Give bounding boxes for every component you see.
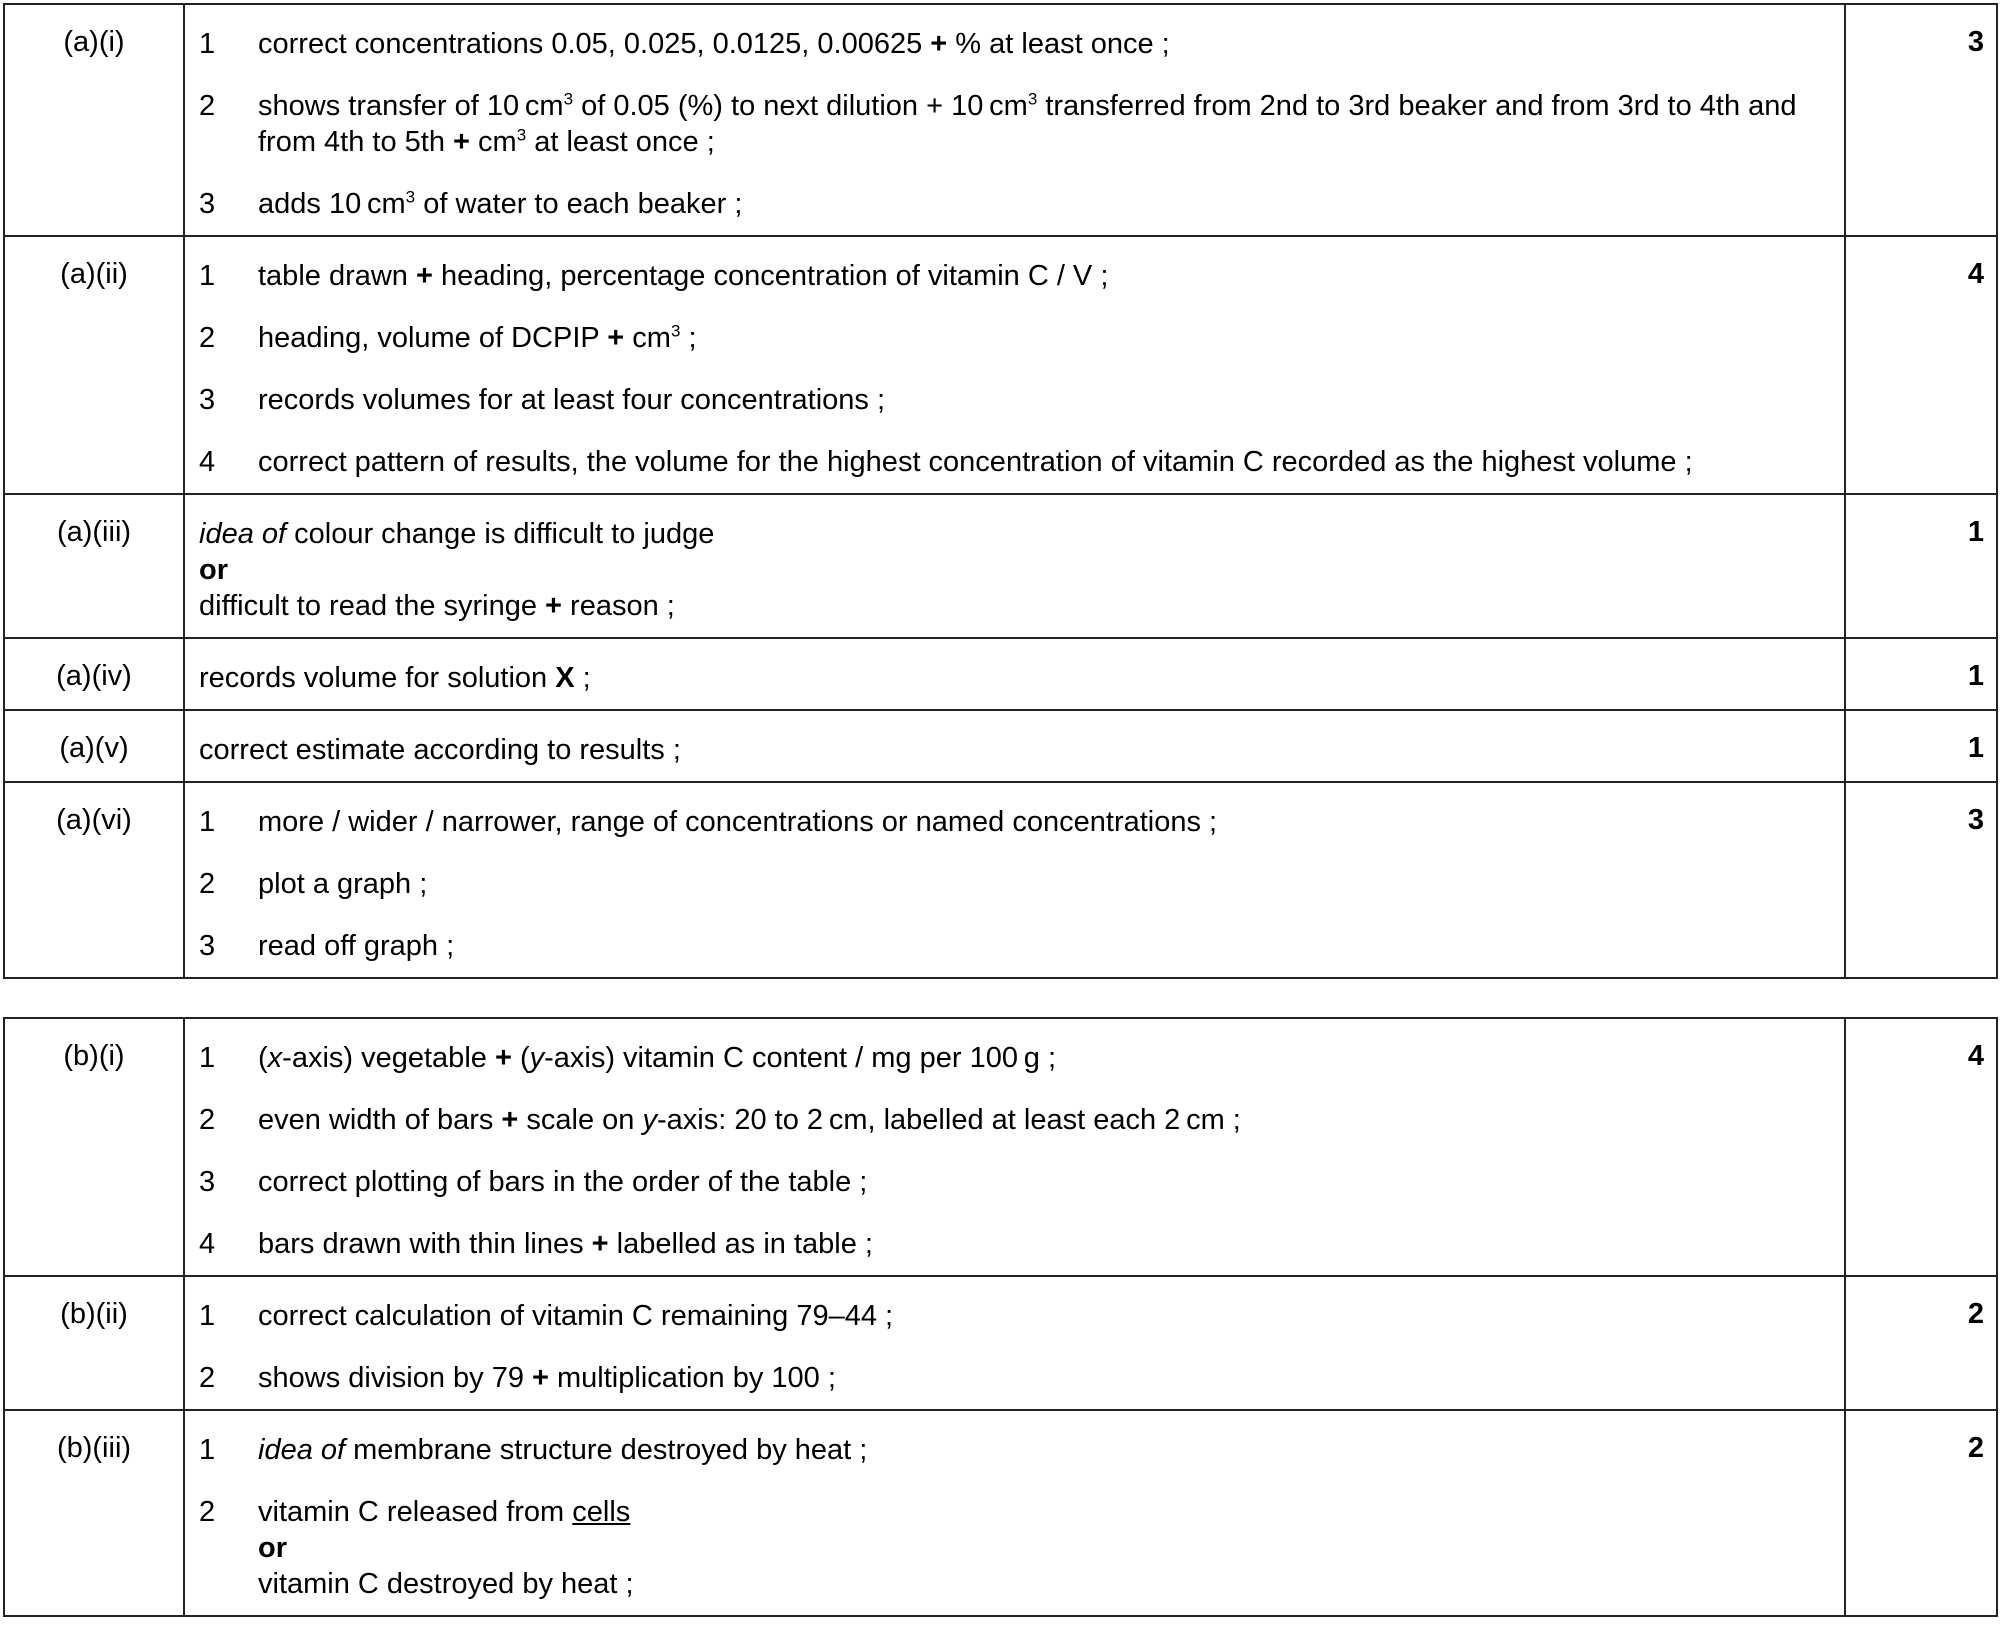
text-run: vitamin C destroyed by heat ;: [258, 1568, 634, 1600]
table-row: [4, 782, 1997, 978]
question-ref-cell: [4, 1276, 184, 1410]
text-run: -axis) vegetable: [282, 1042, 495, 1074]
text-run: of 0.05 (%) to next dilution + 10 cm: [573, 90, 1028, 122]
text-run: membrane structure destroyed by heat ;: [345, 1434, 868, 1466]
point-text: [258, 1360, 1828, 1396]
text-run: adds 10 cm: [258, 188, 406, 220]
text-line: [199, 732, 1828, 768]
text-run: shows transfer of 10 cm: [258, 90, 564, 122]
answer-cell: [184, 710, 1845, 782]
text-run: of water to each beaker ;: [415, 188, 743, 220]
point-text: [258, 258, 1828, 294]
marking-point: [199, 804, 1828, 866]
text-line: [258, 928, 1828, 964]
text-run: -axis: 20 to 2 cm, labelled at least each 2 cm ;: [657, 1104, 1241, 1136]
text-run: or: [199, 554, 228, 586]
table-row: [4, 1276, 1997, 1410]
marks-value: 3: [1967, 26, 1984, 58]
point-number: 3: [199, 384, 216, 416]
point-text: [258, 382, 1828, 418]
text-line: [258, 1566, 1828, 1602]
text-run: even width of bars: [258, 1104, 502, 1136]
point-number: 2: [199, 90, 216, 122]
answer-cell: [184, 1410, 1845, 1616]
marking-point: [199, 1040, 1828, 1102]
marking-point: [199, 1432, 1828, 1494]
text-run: correct concentrations 0.05, 0.025, 0.0125, 0.00625: [258, 28, 931, 60]
text-run: y: [642, 1104, 657, 1136]
text-line: [258, 1298, 1828, 1334]
marking-points: [185, 237, 1844, 493]
text-run: correct pattern of results, the volume for the highest concentration of vitamin C recorded as the highest volume ;: [258, 446, 1693, 478]
text-line: [258, 1164, 1828, 1200]
marking-points: [185, 1411, 1844, 1615]
text-line: [258, 1040, 1828, 1076]
point-text: [258, 804, 1828, 840]
marking-point: [199, 88, 1828, 186]
point-number: 2: [199, 1362, 216, 1394]
point-text: [258, 1226, 1828, 1262]
point-number: 1: [199, 806, 216, 838]
point-text: [258, 1298, 1828, 1334]
point-number: 4: [199, 1228, 216, 1260]
marks-cell: [1845, 1410, 1997, 1616]
point-number: 4: [199, 446, 216, 478]
text-run: +: [532, 1362, 549, 1394]
point-text: [258, 1432, 1828, 1468]
text-line: [199, 516, 1828, 552]
question-ref: (a)(iii): [56, 516, 132, 548]
table-row: [4, 494, 1997, 638]
answer-text: [185, 495, 1844, 637]
text-run: transferred from 2nd to 3rd beaker and from 3rd to 4th and from 4th to 5th: [258, 90, 1797, 158]
superscript: 3: [670, 321, 681, 341]
marks-cell: [1845, 782, 1997, 978]
question-ref: (a)(i): [63, 26, 125, 58]
marks-cell: [1845, 494, 1997, 638]
point-text: [258, 26, 1828, 62]
text-line: [258, 320, 1828, 356]
point-text: [258, 1102, 1828, 1138]
text-line: [258, 1226, 1828, 1262]
marks-cell: [1845, 236, 1997, 494]
point-text: [258, 1164, 1828, 1200]
marks-value: 1: [1967, 516, 1984, 548]
text-line: [258, 26, 1828, 62]
point-number: 2: [199, 1496, 216, 1528]
question-ref-cell: [4, 1018, 184, 1276]
text-line: [258, 186, 1828, 222]
marks-value: 2: [1967, 1298, 1984, 1330]
question-ref-cell: [4, 494, 184, 638]
text-line: [258, 866, 1828, 902]
point-text: [258, 928, 1828, 964]
marks-cell: [1845, 1276, 1997, 1410]
question-ref: (a)(ii): [60, 258, 128, 290]
text-run: +: [930, 28, 948, 60]
text-line: [258, 1530, 1828, 1566]
marks-cell: [1845, 710, 1997, 782]
marking-point: [199, 258, 1828, 320]
marking-points: [185, 1277, 1844, 1409]
text-line: [258, 1102, 1828, 1138]
marking-point: [199, 382, 1828, 444]
superscript: 3: [563, 89, 574, 109]
answer-cell: [184, 638, 1845, 710]
text-line: [258, 1360, 1828, 1396]
answer-cell: [184, 782, 1845, 978]
text-run: -axis) vitamin C content / mg per 100 g ;: [544, 1042, 1057, 1074]
text-run: ;: [680, 322, 697, 354]
mark-scheme-table-b: [3, 1017, 1998, 1617]
text-run: x: [267, 1042, 283, 1074]
answer-cell: [184, 4, 1845, 236]
marking-point: [199, 1494, 1828, 1615]
answer-cell: [184, 1018, 1845, 1276]
question-ref: (a)(iv): [56, 660, 132, 692]
question-ref-cell: [4, 4, 184, 236]
answer-text: [185, 711, 1844, 781]
table-row: [4, 710, 1997, 782]
text-run: colour change is difficult to judge: [286, 518, 715, 550]
table-row: [4, 236, 1997, 494]
marking-point: [199, 444, 1828, 493]
text-line: [258, 1432, 1828, 1468]
marks-value: 1: [1967, 660, 1984, 692]
text-run: at least once ;: [526, 126, 715, 158]
text-run: +: [494, 1042, 512, 1074]
point-number: 1: [199, 1042, 216, 1074]
marks-cell: [1845, 1018, 1997, 1276]
table-row: [4, 4, 1997, 236]
text-run: records volume for solution: [199, 662, 556, 694]
text-line: [199, 552, 1828, 588]
text-run: correct plotting of bars in the order of the table ;: [258, 1166, 868, 1198]
question-ref: (a)(v): [59, 732, 129, 764]
text-run: records volumes for at least four concentrations ;: [258, 384, 886, 416]
question-ref: (b)(ii): [60, 1298, 128, 1330]
point-number: 3: [199, 1166, 216, 1198]
text-line: [258, 382, 1828, 418]
text-run: idea of: [199, 518, 287, 550]
text-run: plot a graph ;: [258, 868, 428, 900]
marks-value: 1: [1967, 732, 1984, 764]
text-run: (: [258, 1042, 268, 1074]
point-number: 1: [199, 260, 216, 292]
marking-point: [199, 186, 1828, 235]
text-run: +: [453, 126, 470, 158]
text-run: scale on: [518, 1104, 643, 1136]
marking-point: [199, 1164, 1828, 1226]
question-ref: (b)(i): [63, 1040, 125, 1072]
mark-scheme-table-a: [3, 3, 1998, 979]
marking-point: [199, 1226, 1828, 1275]
text-run: heading, volume of DCPIP: [258, 322, 608, 354]
text-line: [258, 88, 1828, 160]
question-ref-cell: [4, 236, 184, 494]
marks-value: 4: [1967, 1040, 1984, 1072]
point-number: 2: [199, 868, 216, 900]
marks-value: 3: [1967, 804, 1984, 836]
answer-cell: [184, 494, 1845, 638]
text-run: (: [511, 1042, 530, 1074]
marking-point: [199, 1102, 1828, 1164]
marking-points: [185, 783, 1844, 977]
point-number: 3: [199, 930, 216, 962]
text-line: [258, 1494, 1828, 1530]
marking-point: [199, 320, 1828, 382]
marking-points: [185, 1019, 1844, 1275]
answer-cell: [184, 236, 1845, 494]
question-ref-cell: [4, 1410, 184, 1616]
text-run: +: [591, 1228, 609, 1260]
question-ref-cell: [4, 638, 184, 710]
text-run: vitamin C released from: [258, 1496, 573, 1528]
point-text: [258, 866, 1828, 902]
marks-cell: [1845, 638, 1997, 710]
text-run: +: [416, 260, 433, 292]
text-run: correct calculation of vitamin C remaining 79–44 ;: [258, 1300, 894, 1332]
text-run: bars drawn with thin lines: [258, 1228, 592, 1260]
text-run: reason ;: [561, 590, 675, 622]
table-row: [4, 638, 1997, 710]
text-run: X: [555, 662, 575, 694]
text-run: heading, percentage concentration of vitamin C / V ;: [432, 260, 1109, 292]
text-run: cm: [624, 322, 671, 354]
text-run: y: [529, 1042, 545, 1074]
text-run: +: [545, 590, 562, 622]
marking-point: [199, 928, 1828, 977]
point-text: [258, 186, 1828, 222]
text-run: labelled as in table ;: [608, 1228, 873, 1260]
text-run: ;: [574, 662, 591, 694]
point-text: [258, 320, 1828, 356]
text-run: read off graph ;: [258, 930, 455, 962]
question-ref: (b)(iii): [56, 1432, 132, 1464]
text-line: [199, 660, 1828, 696]
text-run: correct estimate according to results ;: [199, 734, 681, 766]
text-run: difficult to read the syringe: [199, 590, 546, 622]
marks-cell: [1845, 4, 1997, 236]
point-number: 3: [199, 188, 216, 220]
text-run: shows division by 79: [258, 1362, 533, 1394]
text-run: cm: [469, 126, 517, 158]
marks-value: 2: [1967, 1432, 1984, 1464]
text-run: +: [607, 322, 625, 354]
marking-point: [199, 26, 1828, 88]
point-number: 1: [199, 28, 216, 60]
text-run: cells: [572, 1496, 631, 1528]
marking-point: [199, 866, 1828, 928]
point-text: [258, 1494, 1828, 1602]
text-line: [258, 804, 1828, 840]
superscript: 3: [516, 125, 527, 145]
table-row: [4, 1410, 1997, 1616]
text-run: or: [258, 1532, 287, 1564]
answer-text: [185, 639, 1844, 709]
text-line: [258, 258, 1828, 294]
text-line: [199, 588, 1828, 624]
point-text: [258, 444, 1828, 480]
question-ref-cell: [4, 710, 184, 782]
text-line: [258, 444, 1828, 480]
point-number: 2: [199, 322, 216, 354]
table-row: [4, 1018, 1997, 1276]
superscript: 3: [405, 187, 416, 207]
text-run: +: [501, 1104, 519, 1136]
point-text: [258, 88, 1828, 160]
answer-cell: [184, 1276, 1845, 1410]
text-run: idea of: [258, 1434, 346, 1466]
text-run: % at least once ;: [947, 28, 1170, 60]
point-text: [258, 1040, 1828, 1076]
point-number: 1: [199, 1300, 216, 1332]
point-number: 1: [199, 1434, 216, 1466]
marking-points: [185, 5, 1844, 235]
marks-value: 4: [1967, 258, 1984, 290]
point-number: 2: [199, 1104, 216, 1136]
question-ref-cell: [4, 782, 184, 978]
marking-point: [199, 1360, 1828, 1409]
marking-point: [199, 1298, 1828, 1360]
superscript: 3: [1027, 89, 1038, 109]
text-run: multiplication by 100 ;: [548, 1362, 836, 1394]
text-run: table drawn: [258, 260, 416, 292]
question-ref: (a)(vi): [56, 804, 132, 836]
text-run: more / wider / narrower, range of concentrations or named concentrations ;: [258, 806, 1218, 838]
